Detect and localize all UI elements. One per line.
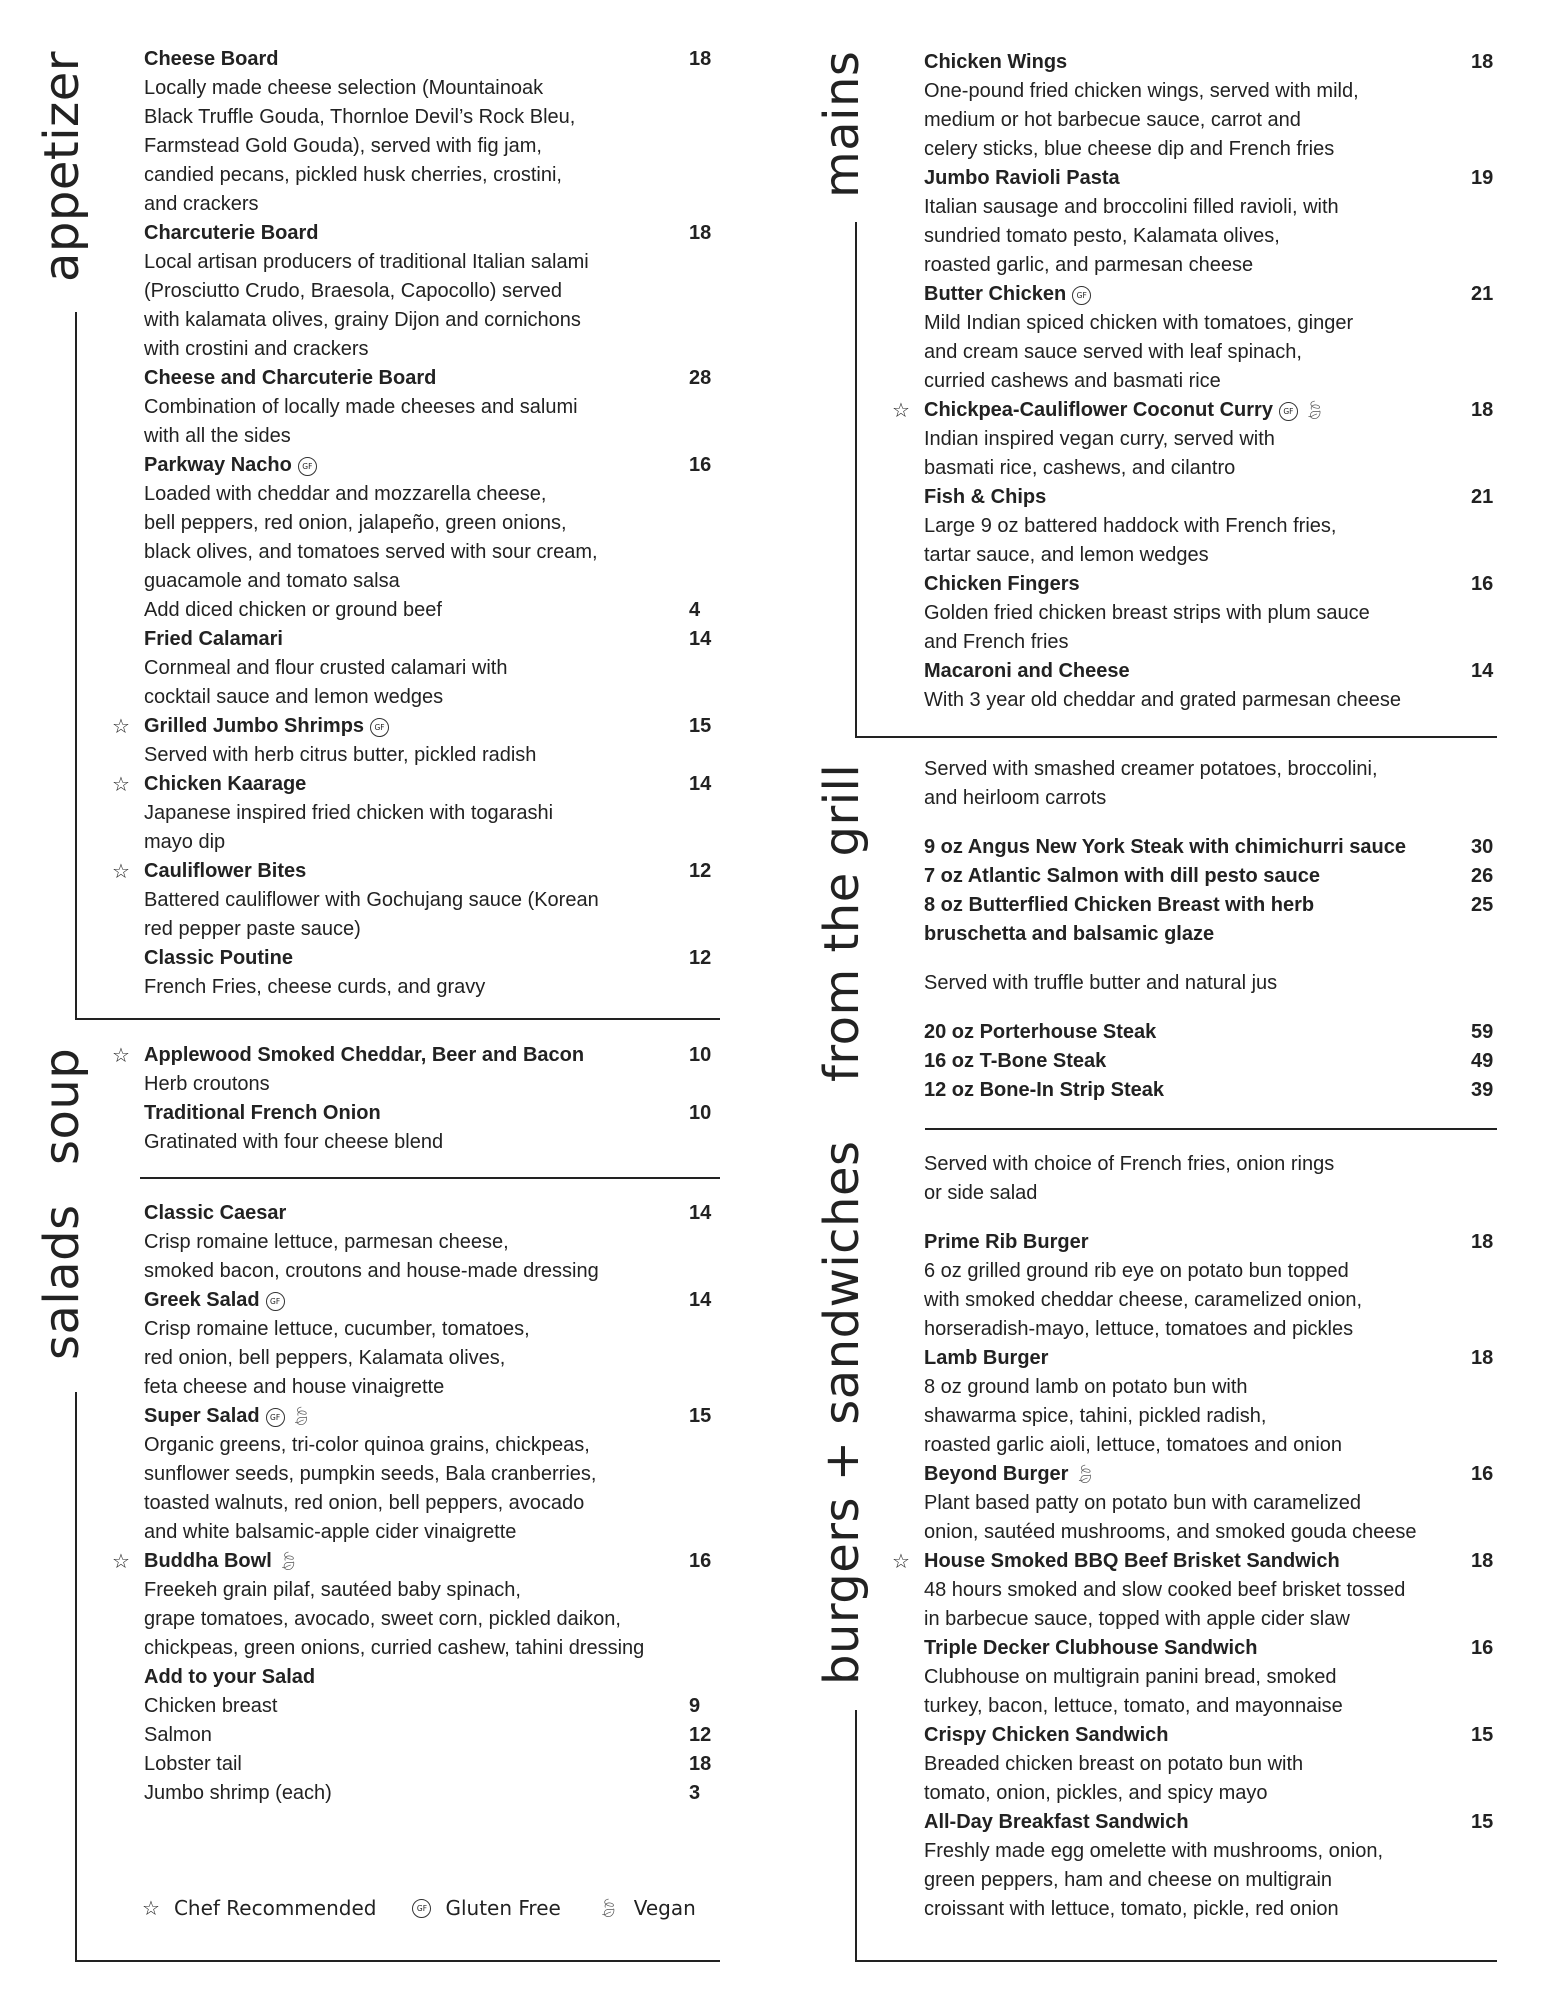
item-description: onion, sautéed mushrooms, and smoked gouda cheese bbox=[924, 1521, 1417, 1543]
item-title: Cauliflower Bites bbox=[144, 860, 307, 882]
addon-row bbox=[144, 1721, 714, 1750]
item-title: Super Salad bbox=[144, 1405, 260, 1427]
menu-item-name bbox=[924, 483, 1496, 512]
item-title: Charcuterie Board bbox=[144, 222, 319, 244]
item-description: shawarma spice, tahini, pickled radish, bbox=[924, 1405, 1267, 1427]
item-description: 8 oz ground lamb on potato bun with bbox=[924, 1376, 1248, 1398]
gluten-free-icon: GF bbox=[1072, 286, 1091, 305]
item-title: Macaroni and Cheese bbox=[924, 660, 1130, 682]
item-price: 15 bbox=[1471, 1724, 1494, 1746]
item-description: Local artisan producers of traditional Italian salami bbox=[144, 251, 589, 273]
item-description: and French fries bbox=[924, 631, 1069, 653]
item-description: grape tomatoes, avocado, sweet corn, pickled daikon, bbox=[144, 1608, 621, 1630]
item-description: celery sticks, blue cheese dip and French fries bbox=[924, 138, 1335, 160]
menu-item-name bbox=[112, 1547, 714, 1576]
item-description: Italian sausage and broccolini filled ravioli, with bbox=[924, 196, 1339, 218]
item-price: 26 bbox=[1471, 865, 1494, 887]
menu-item-name bbox=[144, 625, 714, 654]
item-price: 18 bbox=[689, 222, 712, 244]
item-description: Indian inspired vegan curry, served with bbox=[924, 428, 1275, 450]
section-label-salads: salads bbox=[34, 1204, 90, 1360]
item-description: medium or hot barbecue sauce, carrot and bbox=[924, 109, 1301, 131]
item-title: bruschetta and balsamic glaze bbox=[924, 923, 1215, 945]
addon-price: 3 bbox=[689, 1782, 701, 1804]
item-price: 25 bbox=[1471, 894, 1494, 916]
item-price: 16 bbox=[1471, 1637, 1494, 1659]
item-description: 6 oz grilled ground rib eye on potato bun topped bbox=[924, 1260, 1349, 1282]
menu-item-name bbox=[144, 1099, 714, 1128]
item-title: Cheese Board bbox=[144, 48, 279, 70]
addon-name: Chicken breast bbox=[144, 1695, 278, 1717]
menu-item-name bbox=[924, 48, 1496, 77]
item-price: 16 bbox=[689, 454, 712, 476]
menu-item-name bbox=[924, 1018, 1496, 1047]
item-price: 12 bbox=[689, 860, 712, 882]
item-title: Chicken Kaarage bbox=[144, 773, 307, 795]
burgers-rule-vertical bbox=[855, 1710, 857, 1962]
menu-item-name bbox=[924, 891, 1496, 920]
menu-item-name bbox=[924, 1634, 1496, 1663]
addon-price: 9 bbox=[689, 1695, 701, 1717]
item-price: 18 bbox=[689, 48, 712, 70]
addon-name: Jumbo shrimp (each) bbox=[144, 1782, 332, 1804]
addon-row bbox=[144, 596, 714, 625]
section-label-from-the-grill: from the grill bbox=[814, 763, 870, 1082]
section-note: or side salad bbox=[924, 1182, 1038, 1204]
item-title: Classic Caesar bbox=[144, 1202, 287, 1224]
section-note: Served with choice of French fries, onion rings bbox=[924, 1153, 1335, 1175]
item-title: Traditional French Onion bbox=[144, 1102, 381, 1124]
item-description: French Fries, cheese curds, and gravy bbox=[144, 976, 486, 998]
menu-item-name bbox=[112, 857, 714, 886]
item-description: Crisp romaine lettuce, cucumber, tomatoes, bbox=[144, 1318, 530, 1340]
menu-item-name bbox=[924, 833, 1496, 862]
item-description: basmati rice, cashews, and cilantro bbox=[924, 457, 1236, 479]
addon-name: Lobster tail bbox=[144, 1753, 242, 1775]
item-title: Crispy Chicken Sandwich bbox=[924, 1724, 1169, 1746]
item-title: Lamb Burger bbox=[924, 1347, 1049, 1369]
item-description: Breaded chicken breast on potato bun with bbox=[924, 1753, 1304, 1775]
spacer bbox=[924, 813, 1496, 833]
item-description: red onion, bell peppers, Kalamata olives, bbox=[144, 1347, 506, 1369]
menu-item-name bbox=[892, 396, 1496, 425]
item-price: 14 bbox=[1471, 660, 1494, 682]
item-price: 14 bbox=[689, 773, 712, 795]
item-price: 16 bbox=[689, 1550, 712, 1572]
item-description: Japanese inspired fried chicken with togarashi bbox=[144, 802, 554, 824]
item-price: 14 bbox=[689, 628, 712, 650]
item-title: Cheese and Charcuterie Board bbox=[144, 367, 437, 389]
item-description: guacamole and tomato salsa bbox=[144, 570, 400, 592]
item-title: 16 oz T-Bone Steak bbox=[924, 1050, 1107, 1072]
mains-rule-vertical bbox=[855, 222, 857, 738]
burgers-rule-bottom bbox=[855, 1960, 1497, 1962]
item-description: Herb croutons bbox=[144, 1073, 270, 1095]
star-icon: ☆ bbox=[112, 772, 130, 796]
appetizer-rule-vertical bbox=[75, 312, 77, 1020]
item-description: Loaded with cheddar and mozzarella cheese, bbox=[144, 483, 547, 505]
grill-rule-bottom bbox=[925, 1128, 1497, 1130]
item-price: 15 bbox=[1471, 1811, 1494, 1833]
menu-item-name bbox=[924, 1047, 1496, 1076]
item-description: and white balsamic-apple cider vinaigrette bbox=[144, 1521, 517, 1543]
gluten-free-icon: GF bbox=[266, 1292, 285, 1311]
item-title: Prime Rib Burger bbox=[924, 1231, 1089, 1253]
menu-item-name bbox=[112, 1041, 714, 1070]
item-description: Mild Indian spiced chicken with tomatoes, ginger bbox=[924, 312, 1354, 334]
menu-item-name bbox=[924, 1721, 1496, 1750]
item-description: Battered cauliflower with Gochujang sauce (Korean bbox=[144, 889, 599, 911]
item-title: Greek Salad bbox=[144, 1289, 260, 1311]
item-price: 12 bbox=[689, 947, 712, 969]
menu-item-name bbox=[924, 862, 1496, 891]
item-description: chickpeas, green onions, curried cashew, tahini dressing bbox=[144, 1637, 645, 1659]
item-description: smoked bacon, croutons and house-made dressing bbox=[144, 1260, 599, 1282]
star-icon: ☆ bbox=[892, 1549, 910, 1573]
item-price: 59 bbox=[1471, 1021, 1494, 1043]
item-description: curried cashews and basmati rice bbox=[924, 370, 1221, 392]
item-description: and cream sauce served with leaf spinach, bbox=[924, 341, 1302, 363]
item-price: 18 bbox=[1471, 51, 1494, 73]
item-description: with all the sides bbox=[144, 425, 291, 447]
item-price: 10 bbox=[689, 1044, 712, 1066]
addon-price: 4 bbox=[689, 599, 701, 621]
item-description: in barbecue sauce, topped with apple cider slaw bbox=[924, 1608, 1350, 1630]
item-price: 18 bbox=[1471, 1550, 1494, 1572]
item-description: and crackers bbox=[144, 193, 259, 215]
item-title: Beyond Burger bbox=[924, 1463, 1069, 1485]
item-title: Classic Poutine bbox=[144, 947, 293, 969]
gluten-free-icon: GF bbox=[298, 457, 317, 476]
item-price: 10 bbox=[689, 1102, 712, 1124]
item-description: Cornmeal and flour crusted calamari with bbox=[144, 657, 508, 679]
item-description: (Prosciutto Crudo, Braesola, Capocollo) served bbox=[144, 280, 562, 302]
item-title: Jumbo Ravioli Pasta bbox=[924, 167, 1120, 189]
grill-list bbox=[924, 755, 1496, 1105]
item-title: Chicken Wings bbox=[924, 51, 1068, 73]
vegan-leaf-icon: 🍃︎ bbox=[289, 1406, 313, 1427]
gluten-free-icon: GF bbox=[266, 1408, 285, 1427]
item-price: 16 bbox=[1471, 573, 1494, 595]
item-title: Applewood Smoked Cheddar, Beer and Bacon bbox=[144, 1044, 585, 1066]
item-price: 15 bbox=[689, 1405, 712, 1427]
item-price: 39 bbox=[1471, 1079, 1494, 1101]
item-description: mayo dip bbox=[144, 831, 226, 853]
star-icon: ☆ bbox=[112, 1549, 130, 1573]
gluten-free-icon: GF bbox=[412, 1899, 431, 1918]
item-title: All-Day Breakfast Sandwich bbox=[924, 1811, 1189, 1833]
addon-price: 18 bbox=[689, 1753, 712, 1775]
item-description: Served with herb citrus butter, pickled radish bbox=[144, 744, 537, 766]
star-icon: ☆ bbox=[112, 714, 130, 738]
item-description: horseradish-mayo, lettuce, tomatoes and pickles bbox=[924, 1318, 1354, 1340]
vegan-leaf-icon: 🍃︎ bbox=[1073, 1464, 1097, 1485]
menu-item-name bbox=[144, 944, 714, 973]
item-price: 19 bbox=[1471, 167, 1494, 189]
item-description: cocktail sauce and lemon wedges bbox=[144, 686, 444, 708]
menu-item-name bbox=[144, 451, 714, 480]
menu-item-name bbox=[112, 770, 714, 799]
burgers-list bbox=[892, 1150, 1496, 1924]
item-description: red pepper paste sauce) bbox=[144, 918, 361, 940]
salads-rule-vertical bbox=[75, 1392, 77, 1962]
item-price: 14 bbox=[689, 1202, 712, 1224]
legend-chef-recommended: Chef Recommended bbox=[173, 1896, 377, 1920]
menu-item-name bbox=[924, 280, 1496, 309]
appetizer-rule-bottom bbox=[75, 1018, 720, 1020]
item-description: One-pound fried chicken wings, served with mild, bbox=[924, 80, 1359, 102]
star-icon: ☆ bbox=[112, 859, 130, 883]
item-description: 48 hours smoked and slow cooked beef brisket tossed bbox=[924, 1579, 1406, 1601]
item-description: roasted garlic, and parmesan cheese bbox=[924, 254, 1254, 276]
item-description: sundried tomato pesto, Kalamata olives, bbox=[924, 225, 1280, 247]
spacer bbox=[924, 949, 1496, 969]
item-description: Crisp romaine lettuce, parmesan cheese, bbox=[144, 1231, 509, 1253]
item-price: 18 bbox=[1471, 1231, 1494, 1253]
item-description: Plant based patty on potato bun with caramelized bbox=[924, 1492, 1361, 1514]
menu-item-name bbox=[112, 712, 714, 741]
menu-item-name bbox=[144, 1663, 714, 1692]
menu-item-name bbox=[924, 1460, 1496, 1489]
item-description: candied pecans, pickled husk cherries, crostini, bbox=[144, 164, 562, 186]
item-description: sunflower seeds, pumpkin seeds, Bala cranberries, bbox=[144, 1463, 597, 1485]
soup-rule-bottom bbox=[140, 1177, 720, 1179]
item-title: Butter Chicken bbox=[924, 283, 1067, 305]
item-title: Chickpea-Cauliflower Coconut Curry bbox=[924, 399, 1273, 421]
menu-item-name bbox=[144, 1199, 714, 1228]
item-title: Parkway Nacho bbox=[144, 454, 292, 476]
item-description: black olives, and tomatoes served with sour cream, bbox=[144, 541, 598, 563]
item-price: 18 bbox=[1471, 1347, 1494, 1369]
item-title: Chicken Fingers bbox=[924, 573, 1080, 595]
menu-item-name bbox=[924, 1808, 1496, 1837]
item-description: Black Truffle Gouda, Thornloe Devil’s Rock Bleu, bbox=[144, 106, 576, 128]
item-title: Buddha Bowl bbox=[144, 1550, 272, 1572]
item-title: 8 oz Butterflied Chicken Breast with herb bbox=[924, 894, 1315, 916]
addon-price: 12 bbox=[689, 1724, 712, 1746]
item-price: 15 bbox=[689, 715, 712, 737]
mains-rule-bottom bbox=[855, 736, 1497, 738]
menu-item-name bbox=[924, 657, 1496, 686]
item-description: Clubhouse on multigrain panini bread, smoked bbox=[924, 1666, 1337, 1688]
item-price: 30 bbox=[1471, 836, 1494, 858]
menu-item-name bbox=[892, 1547, 1496, 1576]
legend-vegan: Vegan bbox=[633, 1896, 696, 1920]
item-description: green peppers, ham and cheese on multigrain bbox=[924, 1869, 1333, 1891]
item-description: roasted garlic aioli, lettuce, tomatoes and onion bbox=[924, 1434, 1343, 1456]
mains-list bbox=[892, 48, 1496, 715]
spacer bbox=[924, 1208, 1496, 1228]
menu-item-name bbox=[924, 1076, 1496, 1105]
item-description: Farmstead Gold Gouda), served with fig jam, bbox=[144, 135, 542, 157]
menu-item-name bbox=[924, 1344, 1496, 1373]
item-price: 14 bbox=[689, 1289, 712, 1311]
section-label-mains: mains bbox=[814, 50, 870, 198]
appetizer-list bbox=[112, 45, 714, 1002]
star-icon: ☆ bbox=[112, 1043, 130, 1067]
salads-rule-bottom bbox=[75, 1960, 720, 1962]
menu-item-name bbox=[144, 1402, 714, 1431]
legend-gluten-free: Gluten Free bbox=[445, 1896, 561, 1920]
gluten-free-icon: GF bbox=[1279, 402, 1298, 421]
item-description: with smoked cheddar cheese, caramelized onion, bbox=[924, 1289, 1363, 1311]
menu-item-name bbox=[924, 1228, 1496, 1257]
vegan-leaf-icon: 🍃︎ bbox=[276, 1551, 300, 1572]
vegan-leaf-icon: 🍃︎ bbox=[1302, 400, 1326, 421]
star-icon: ☆ bbox=[142, 1896, 160, 1920]
item-title: 12 oz Bone-In Strip Steak bbox=[924, 1079, 1165, 1101]
item-price: 28 bbox=[689, 367, 712, 389]
item-price: 16 bbox=[1471, 1463, 1494, 1485]
item-title: House Smoked BBQ Beef Brisket Sandwich bbox=[924, 1550, 1340, 1572]
item-description: croissant with lettuce, tomato, pickle, red onion bbox=[924, 1898, 1339, 1920]
item-description: Freekeh grain pilaf, sautéed baby spinach, bbox=[144, 1579, 521, 1601]
item-description: Organic greens, tri-color quinoa grains, chickpeas, bbox=[144, 1434, 590, 1456]
menu-item-name bbox=[924, 164, 1496, 193]
item-description: tartar sauce, and lemon wedges bbox=[924, 544, 1209, 566]
section-label-soup: soup bbox=[34, 1047, 90, 1165]
section-note: Served with smashed creamer potatoes, broccolini, bbox=[924, 758, 1378, 780]
section-label-appetizer: appetizer bbox=[34, 51, 90, 282]
section-note: and heirloom carrots bbox=[924, 787, 1107, 809]
section-label-burgers-sandwiches: burgers + sandwiches bbox=[814, 1140, 870, 1685]
spacer bbox=[924, 998, 1496, 1018]
menu-item-name bbox=[144, 1286, 714, 1315]
item-description: tomato, onion, pickles, and spicy mayo bbox=[924, 1782, 1268, 1804]
section-note: Served with truffle butter and natural jus bbox=[924, 972, 1278, 994]
item-price: 21 bbox=[1471, 283, 1494, 305]
item-description: bell peppers, red onion, jalapeño, green onions, bbox=[144, 512, 567, 534]
item-title: 7 oz Atlantic Salmon with dill pesto sauce bbox=[924, 865, 1320, 887]
item-description: feta cheese and house vinaigrette bbox=[144, 1376, 445, 1398]
item-title: Fried Calamari bbox=[144, 628, 283, 650]
item-description: Locally made cheese selection (Mountainoak bbox=[144, 77, 544, 99]
item-description: Combination of locally made cheeses and salumi bbox=[144, 396, 578, 418]
addon-row bbox=[144, 1779, 714, 1808]
item-description: toasted walnuts, red onion, bell peppers, avocado bbox=[144, 1492, 585, 1514]
addon-row bbox=[144, 1692, 714, 1721]
addon-name: Salmon bbox=[144, 1724, 212, 1746]
item-title: Add to your Salad bbox=[144, 1666, 316, 1688]
item-price: 21 bbox=[1471, 486, 1494, 508]
item-description: Golden fried chicken breast strips with plum sauce bbox=[924, 602, 1370, 624]
item-price: 49 bbox=[1471, 1050, 1494, 1072]
star-icon: ☆ bbox=[892, 398, 910, 422]
item-description: with kalamata olives, grainy Dijon and cornichons bbox=[144, 309, 581, 331]
item-title: Fish & Chips bbox=[924, 486, 1047, 508]
legend bbox=[142, 1896, 732, 1920]
menu-item-name bbox=[144, 219, 714, 248]
item-title: Grilled Jumbo Shrimps bbox=[144, 715, 365, 737]
item-title: 9 oz Angus New York Steak with chimichurri sauce bbox=[924, 836, 1406, 858]
menu-item-name bbox=[924, 570, 1496, 599]
menu-item-name bbox=[144, 45, 714, 74]
vegan-leaf-icon: 🍃︎ bbox=[596, 1897, 620, 1919]
gluten-free-icon: GF bbox=[370, 718, 389, 737]
salads-list bbox=[112, 1199, 714, 1808]
addon-name: Add diced chicken or ground beef bbox=[144, 599, 442, 621]
item-description: Gratinated with four cheese blend bbox=[144, 1131, 444, 1153]
menu-item-name bbox=[144, 364, 714, 393]
item-description: with crostini and crackers bbox=[144, 338, 369, 360]
soup-list bbox=[112, 1041, 714, 1157]
item-price: 18 bbox=[1471, 399, 1494, 421]
item-description: Large 9 oz battered haddock with French fries, bbox=[924, 515, 1337, 537]
item-title: 20 oz Porterhouse Steak bbox=[924, 1021, 1157, 1043]
addon-row bbox=[144, 1750, 714, 1779]
item-description: Freshly made egg omelette with mushrooms, onion, bbox=[924, 1840, 1384, 1862]
item-title: Triple Decker Clubhouse Sandwich bbox=[924, 1637, 1258, 1659]
item-description: turkey, bacon, lettuce, tomato, and mayonnaise bbox=[924, 1695, 1343, 1717]
menu-item-name bbox=[924, 920, 1496, 949]
item-description: With 3 year old cheddar and grated parmesan cheese bbox=[924, 689, 1401, 711]
